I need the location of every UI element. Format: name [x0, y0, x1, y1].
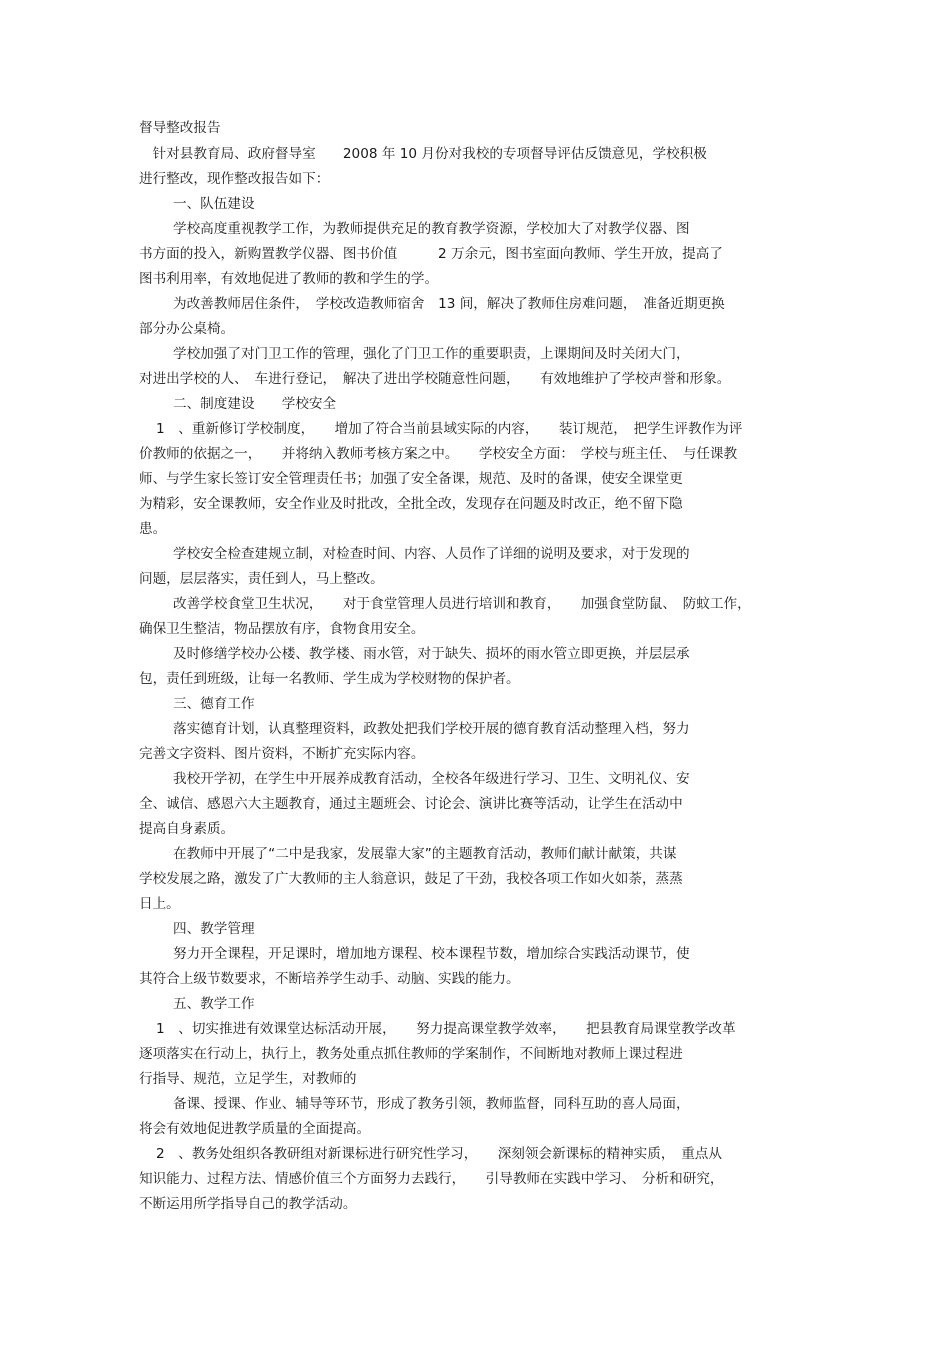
- body-line: 1 、重新修订学校制度， 增加了符合当前县域实际的内容， 装订规范， 把学生评教作为评: [156, 421, 743, 437]
- body-line: 行指导、规范，立足学生，对教师的: [139, 1071, 357, 1087]
- body-line: 备课、授课、作业、辅导等环节，形成了教务引领，教师监督，同科互助的喜人局面，: [173, 1096, 690, 1112]
- body-line: 及时修缮学校办公楼、教学楼、雨水管，对于缺失、损坏的雨水管立即更换，并层层承: [173, 646, 690, 662]
- body-line: 落实德育计划，认真整理资料，政教处把我们学校开展的德育教育活动整理入档，努力: [173, 721, 690, 737]
- body-line: 完善文字资料、图片资料，不断扩充实际内容。: [139, 746, 425, 762]
- body-line: 将会有效地促进教学质量的全面提高。: [139, 1121, 371, 1137]
- body-line: 部分办公桌椅。: [139, 321, 235, 337]
- section-heading: 三、德育工作: [173, 696, 255, 712]
- body-line: 师、与学生家长签订安全管理责任书；加强了安全备课，规范、及时的备课，使安全课堂更: [139, 471, 683, 487]
- section-heading: 一、队伍建设: [173, 196, 255, 212]
- body-line: 对进出学校的人、 车进行登记， 解决了进出学校随意性问题， 有效地维护了学校声誉和形象。: [139, 371, 731, 387]
- body-line: 逐项落实在行动上，执行上，教务处重点抓住教师的学案制作，不间断地对教师上课过程进: [139, 1046, 683, 1062]
- section-heading: 五、教学工作: [173, 996, 255, 1012]
- body-line: 学校加强了对门卫工作的管理，强化了门卫工作的重要职责，上课期间及时关闭大门，: [173, 346, 690, 362]
- body-line: 书方面的投入，新购置教学仪器、图书价值 2 万余元，图书室面向教师、学生开放，提高了: [139, 246, 723, 262]
- body-line: 学校安全检查建规立制，对检查时间、内容、人员作了详细的说明及要求，对于发现的: [173, 546, 690, 562]
- body-line: 进行整改，现作整改报告如下：: [139, 171, 330, 187]
- body-line: 日上。: [139, 896, 180, 912]
- section-heading: 二、制度建设 学校安全: [173, 396, 337, 412]
- body-line: 学校发展之路，激发了广大教师的主人翁意识，鼓足了干劲，我校各项工作如火如荼，蒸蒸: [139, 871, 683, 887]
- body-line: 问题，层层落实，责任到人，马上整改。: [139, 571, 384, 587]
- body-line: 提高自身素质。: [139, 821, 235, 837]
- body-line: 改善学校食堂卫生状况， 对于食堂管理人员进行培训和教育， 加强食堂防鼠、 防蚊工作，: [173, 596, 751, 612]
- body-line: 确保卫生整洁，物品摆放有序，食物食用安全。: [139, 621, 425, 637]
- body-line: 患。: [139, 521, 167, 537]
- section-heading: 四、教学管理: [173, 921, 255, 937]
- body-line: 为改善教师居住条件， 学校改造教师宿舍 13 间，解决了教师住房难问题， 准备近期更换: [173, 296, 725, 312]
- body-line: 包，责任到班级，让每一名教师、学生成为学校财物的保护者。: [139, 671, 520, 687]
- document-title: 督导整改报告: [139, 120, 221, 136]
- body-line: 2 、教务处组织各教研组对新课标进行研究性学习， 深刻领会新课标的精神实质， 重点从: [156, 1146, 722, 1162]
- body-line: 针对县教育局、政府督导室 2008 年 10 月份对我校的专项督导评估反馈意见，学校积极: [139, 146, 707, 162]
- body-line: 在教师中开展了“二中是我家，发展靠大家”的主题教育活动，教师们献计献策，共谋: [173, 846, 677, 862]
- body-line: 图书利用率，有效地促进了教师的教和学生的学。: [139, 271, 439, 287]
- body-line: 努力开全课程，开足课时，增加地方课程、校本课程节数，增加综合实践活动课节，使: [173, 946, 690, 962]
- body-line: 1 、切实推进有效课堂达标活动开展， 努力提高课堂教学效率， 把县教育局课堂教学改革: [156, 1021, 736, 1037]
- body-line: 知识能力、过程方法、情感价值三个方面努力去践行， 引导教师在实践中学习、 分析和研究，: [139, 1171, 724, 1187]
- body-line: 全、诚信、感恩六大主题教育，通过主题班会、讨论会、演讲比赛等活动，让学生在活动中: [139, 796, 683, 812]
- body-line: 其符合上级节数要求，不断培养学生动手、动脑、实践的能力。: [139, 971, 520, 987]
- body-line: 不断运用所学指导自己的教学活动。: [139, 1196, 357, 1212]
- body-line: 价教师的依据之一， 并将纳入教师考核方案之中。 学校安全方面： 学校与班主任、 与任课教: [139, 446, 738, 462]
- body-line: 为精彩，安全课教师，安全作业及时批改，全批全改，发现存在问题及时改正，绝不留下隐: [139, 496, 683, 512]
- body-line: 学校高度重视教学工作，为教师提供充足的教育教学资源，学校加大了对教学仪器、图: [173, 221, 690, 237]
- body-line: 我校开学初，在学生中开展养成教育活动，全校各年级进行学习、卫生、文明礼仪、安: [173, 771, 690, 787]
